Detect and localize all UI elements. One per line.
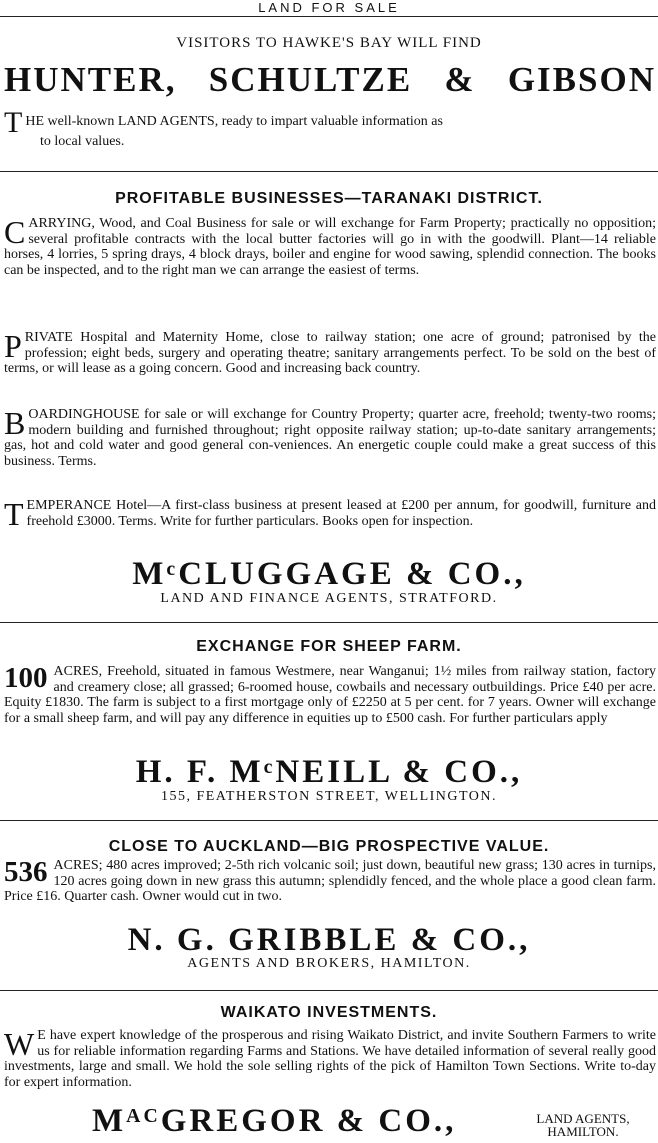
sheep-text: ACRES, Freehold, situated in famous Westmere, near Wanganui; 1½ miles from railway station, factory and creamery close; all grassed; 6-roomed house, cowbails and necessary outbuildings. Price £40 per acre. Equity £1830. The farm is subject to a first mortgage only of £2250 at 5 per cent. for 7 years. Owner will exchange for a small sheep farm, and will pay any difference in equities up to £500 cash. For further particulars apply	[4, 664, 656, 726]
mcneill-part-a: H. F. M	[135, 754, 264, 790]
gribble-firm-name: N. G. GRIBBLE & CO.,	[127, 922, 531, 958]
macgregor-firm-name	[92, 1103, 456, 1140]
carrying-paragraph	[4, 216, 656, 278]
hsg-drop-cap: T	[4, 106, 23, 139]
mcneill-sup: c	[263, 756, 276, 778]
hsg-body-line-2: to local values.	[40, 134, 125, 149]
hsg-body-line-1: HE well-known LAND AGENTS, ready to impart valuable information as	[25, 114, 443, 129]
sheep-acreage-number: 100	[4, 662, 48, 694]
boarding-drop-cap: B	[4, 405, 26, 441]
hsg-visitors-line: VISITORS TO HAWKE'S BAY WILL FIND	[176, 35, 482, 51]
hsg-firm-name	[4, 60, 656, 100]
mccluggage-rest: CLUGGAGE & CO.,	[178, 556, 526, 592]
macgregor-sup: AC	[126, 1105, 161, 1127]
macgregor-side-line-1: LAND AGENTS,	[536, 1111, 630, 1126]
hsg-firm-part-2: SCHULTZE	[208, 60, 413, 99]
gribble-subtitle: AGENTS AND BROKERS, HAMILTON.	[187, 956, 471, 971]
section-rule	[0, 990, 658, 991]
mcneill-address: 155, FEATHERSTON STREET, WELLINGTON.	[160, 789, 498, 804]
mccluggage-subtitle: LAND AND FINANCE AGENTS, STRATFORD.	[160, 591, 498, 606]
boardinghouse-paragraph	[4, 407, 656, 469]
sheep-heading: EXCHANGE FOR SHEEP FARM.	[196, 638, 462, 655]
page-header-caption: LAND FOR SALE	[258, 0, 400, 15]
mccluggage-firm-name	[0, 556, 658, 593]
auckland-heading: CLOSE TO AUCKLAND—BIG PROSPECTIVE VALUE.	[108, 838, 550, 855]
private-drop-cap: P	[4, 328, 22, 364]
temperance-text: EMPERANCE Hotel—A first-class business at present leased at £200 per annum, for goodwill, furniture and freehold £3000. Terms. Write for further particulars. Books open for inspection.	[26, 498, 656, 529]
header-rule	[0, 16, 658, 17]
temperance-drop-cap: T	[4, 496, 24, 532]
boarding-text: OARDINGHOUSE for sale or will exchange for Country Property; quarter acre, freehold; twenty-two rooms; modern building and furnished throughout; right opposite railway station; up-to-date sanitary arrangements; gas, hot and cold water and good general con-veniences. An energetic couple could make a great success of this business. Terms.	[4, 407, 656, 469]
waikato-heading: WAIKATO INVESTMENTS.	[220, 1004, 438, 1021]
hsg-firm-part-1: HUNTER,	[4, 60, 177, 99]
hsg-firm-part-4: GIBSON	[507, 60, 656, 99]
carrying-text: ARRYING, Wood, and Coal Business for sale or will exchange for Farm Property; practically no opposition; several profitable contracts with the local butter factories will go in with the goodwill. Plant—14 reliable horses, 4 lorries, 5 spring drays, 4 block drays, boiler and engine for wood sawing, splendid connection. The books can be inspected, and to the right man we can arrange the easiest of terms.	[4, 216, 656, 278]
macgregor-part-b: GREGOR & CO.,	[160, 1103, 457, 1139]
waikato-paragraph	[4, 1028, 656, 1090]
auckland-paragraph	[4, 858, 656, 905]
taranaki-heading: PROFITABLE BUSINESSES—TARANAKI DISTRICT.	[115, 190, 543, 207]
mccluggage-sup: c	[166, 558, 179, 580]
mcneill-part-b: NEILL & CO.,	[275, 754, 523, 790]
hsg-firm-part-3: &	[444, 60, 476, 99]
private-text: RIVATE Hospital and Maternity Home, close to railway station; one acre of ground; patronised by the profession; eight beds, surgery and operating theatre; sanitary arrangements perfect. To be sold on the best of terms, or will lease as a going concern. Good and increasing back country.	[4, 330, 656, 376]
hsg-body	[4, 108, 656, 152]
macgregor-part-a: M	[92, 1103, 127, 1139]
waikato-text: E have expert knowledge of the prosperous and rising Waikato District, and invite Southern Farmers to write us for reliable information regarding Farms and Stations. We have detailed information of several really good investments, large and small. We hold the sole selling rights of the pick of Hamilton Town Sections. Write to-day for expert information.	[4, 1028, 656, 1090]
section-rule	[0, 171, 658, 172]
mcneill-firm-name	[0, 754, 658, 791]
private-hospital-paragraph	[4, 330, 656, 377]
macgregor-side-label	[518, 1112, 648, 1138]
sheep-paragraph	[4, 664, 656, 726]
carrying-drop-cap: C	[4, 214, 26, 250]
section-rule	[0, 820, 658, 821]
temperance-paragraph	[4, 496, 656, 532]
auckland-text: ACRES; 480 acres improved; 2-5th rich volcanic soil; just down, beautiful new grass; 130 acres in turnips, 120 acres going down in new grass this autumn; splendidly fenced, and the whole place a good clean farm. Price £16. Quarter cash. Owner would cut in two.	[4, 858, 656, 904]
macgregor-side-line-2: HAMILTON.	[547, 1124, 619, 1139]
mccluggage-prefix: M	[132, 556, 167, 592]
waikato-drop-cap: W	[4, 1026, 35, 1062]
section-rule	[0, 622, 658, 623]
auckland-acreage-number: 536	[4, 856, 48, 888]
